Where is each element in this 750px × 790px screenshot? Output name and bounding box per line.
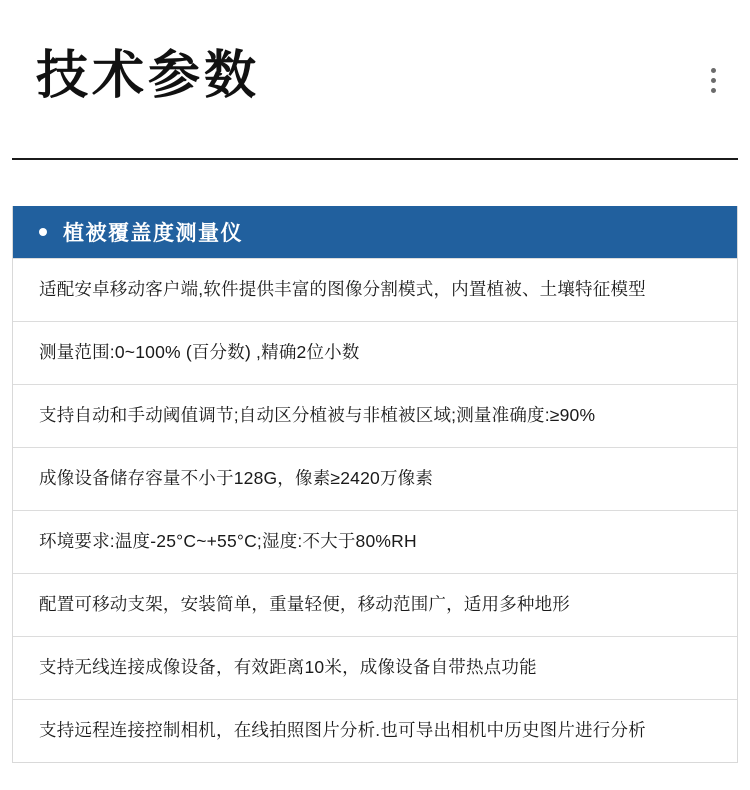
table-row <box>13 384 737 447</box>
spec-row-text: 支持无线连接成像设备，有效距离10米，成像设备自带热点功能 <box>39 657 537 678</box>
table-row <box>13 699 737 762</box>
spec-row-text: 成像设备储存容量不小于128G，像素≥2420万像素 <box>39 468 434 489</box>
spec-row-text: 测量范围:0~100% (百分数) ,精确2位小数 <box>39 342 360 363</box>
spec-row-text: 支持自动和手动阈值调节;自动区分植被与非植被区域;测量准确度:≥90% <box>39 405 596 426</box>
table-row <box>13 573 737 636</box>
table-row <box>13 447 737 510</box>
kebab-dot-3 <box>711 88 716 93</box>
kebab-dot-2 <box>711 78 716 83</box>
spec-row-text: 配置可移动支架，安装简单，重量轻便，移动范围广，适用多种地形 <box>39 594 570 615</box>
document-header <box>0 0 750 120</box>
page-title: 技术参数 <box>36 47 261 105</box>
header-divider <box>12 158 738 160</box>
table-row <box>13 636 737 699</box>
table-row <box>13 258 737 321</box>
kebab-menu-icon[interactable] <box>710 68 716 93</box>
bullet-icon <box>39 228 47 236</box>
spec-table-header <box>13 206 737 258</box>
spec-table <box>12 206 738 763</box>
kebab-dot-1 <box>711 68 716 73</box>
table-row <box>13 510 737 573</box>
spec-row-text: 适配安卓移动客户端,软件提供丰富的图像分割模式，内置植被、土壤特征模型 <box>39 279 646 300</box>
table-row <box>13 321 737 384</box>
spec-row-text: 环境要求:温度-25°C~+55°C;湿度:不大于80%RH <box>39 531 417 552</box>
spec-table-title: 植被覆盖度测量仪 <box>63 222 243 245</box>
spec-row-text: 支持远程连接控制相机，在线拍照图片分析.也可导出相机中历史图片进行分析 <box>39 720 646 741</box>
